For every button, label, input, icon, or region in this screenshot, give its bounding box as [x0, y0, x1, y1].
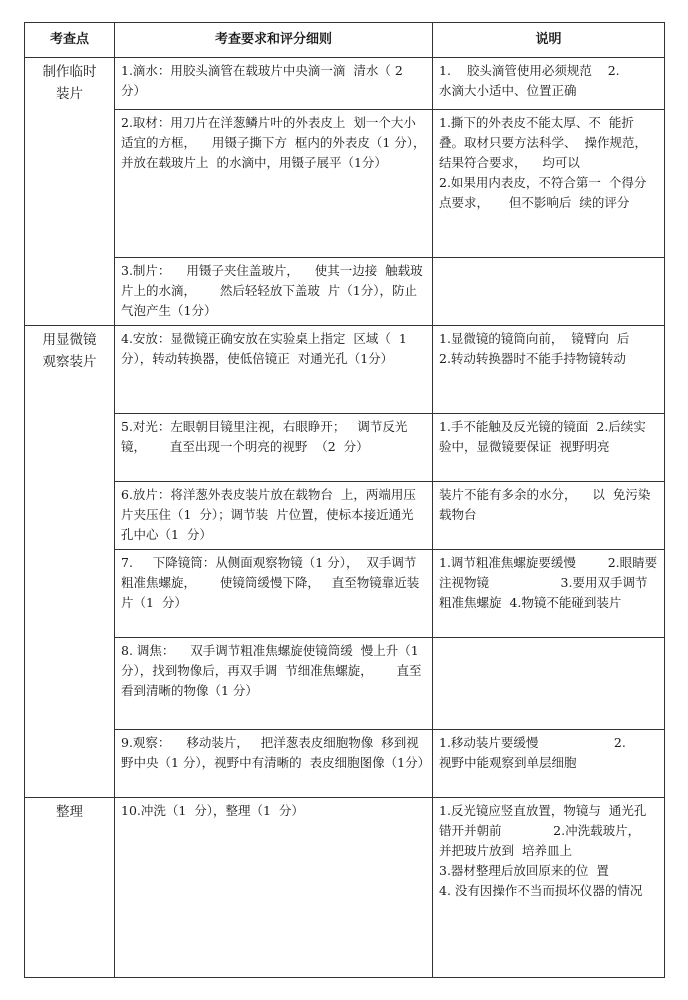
- table-row: [25, 798, 665, 978]
- note-cell: 1.显微镜的镜筒向前， 镜臂向 后 2.转动转换器时不能手持物镜转动: [433, 326, 665, 414]
- table-row: [25, 550, 665, 638]
- requirement-cell: 4.安放：显微镜正确安放在实验桌上指定 区域（ 1 分），转动转换器，使低倍镜正 对通光孔（1分）: [115, 326, 433, 414]
- note-cell: 1.撕下的外表皮不能太厚、不 能折叠。取材只要方法科学、 操作规范， 结果符合要求， 均可以 2.如果用内表皮，不符合第一 个得分点要求， 但不影响后 续的评分: [433, 110, 665, 258]
- scoring-table: [24, 22, 665, 978]
- requirement-cell: 3.制片： 用镊子夹住盖玻片， 使其一边接 触载玻片上的水滴， 然后轻轻放下盖玻 片（1分），防止气泡产生（1分）: [115, 258, 433, 326]
- header-notes: 说明: [433, 23, 665, 58]
- table-row: [25, 414, 665, 482]
- table-row: [25, 110, 665, 258]
- note-cell: 装片不能有多余的水分， 以 免污染载物台: [433, 482, 665, 550]
- note-cell: [433, 638, 665, 730]
- requirement-cell: 7. 下降镜筒：从侧面观察物镜（1 分）， 双手调节粗准焦螺旋， 使镜筒缓慢下降， 直至物镜靠近装片（1 分）: [115, 550, 433, 638]
- header-row: [25, 23, 665, 58]
- section-label-make-slide: [25, 58, 115, 326]
- note-cell: 1.调节粗准焦螺旋要缓慢 2.眼睛要注视物镜 3.要用双手调节粗准焦螺旋 4.物镜不能碰到装片: [433, 550, 665, 638]
- requirement-cell: 10.冲洗（1 分），整理（1 分）: [115, 798, 433, 978]
- requirement-cell: 8. 调焦： 双手调节粗准焦螺旋使镜筒缓 慢上升（1 分），找到物像后，再双手调 节细准焦螺旋， 直至看到清晰的物像（1 分）: [115, 638, 433, 730]
- table-row: [25, 730, 665, 798]
- table-row: [25, 326, 665, 414]
- note-cell: 1.手不能触及反光镜的镜面 2.后续实验中，显微镜要保证 视野明亮: [433, 414, 665, 482]
- section-label-text: 整理: [56, 804, 83, 820]
- note-cell: 1.反光镜应竖直放置，物镜与 通光孔错开并朝前 2.冲洗载玻片， 并把玻片放到 培养皿上 3.器材整理后放回原来的位 置 4. 没有因操作不当而损坏仪器的情况: [433, 798, 665, 978]
- table-row: [25, 58, 665, 110]
- header-check-point: 考查点: [25, 23, 115, 58]
- section-label-text: 用显微镜 观察装片: [42, 332, 97, 370]
- requirement-cell: 6.放片：将洋葱外表皮装片放在载物台 上，两端用压片夹压住（1 分）；调节装 片位置，使标本接近通光孔中心（1 分）: [115, 482, 433, 550]
- note-cell: [433, 258, 665, 326]
- section-label-microscope: [25, 326, 115, 798]
- requirement-cell: 5.对光：左眼朝目镜里注视，右眼睁开； 调节反光镜， 直至出现一个明亮的视野 （2 分）: [115, 414, 433, 482]
- table-row: [25, 482, 665, 550]
- table-row: [25, 638, 665, 730]
- header-requirements: 考查要求和评分细则: [115, 23, 433, 58]
- note-cell: 1.移动装片要缓慢 2. 视野中能观察到单层细胞: [433, 730, 665, 798]
- section-label-text: 制作临时 装片: [42, 64, 97, 102]
- section-label-cleanup: [25, 798, 115, 978]
- note-cell: 1. 胶头滴管使用必须规范 2. 水滴大小适中、位置正确: [433, 58, 665, 110]
- requirement-cell: 1.滴水：用胶头滴管在载玻片中央滴一滴 清水（ 2 分）: [115, 58, 433, 110]
- table-row: [25, 258, 665, 326]
- requirement-cell: 2.取材：用刀片在洋葱鳞片叶的外表皮上 划一个大小适宜的方框， 用镊子撕下方 框内的外表皮（1 分），并放在载玻片上 的水滴中，用镊子展平（1分）: [115, 110, 433, 258]
- requirement-cell: 9.观察： 移动装片， 把洋葱表皮细胞物像 移到视野中央（1 分），视野中有清晰的 表皮细胞图像（1分）: [115, 730, 433, 798]
